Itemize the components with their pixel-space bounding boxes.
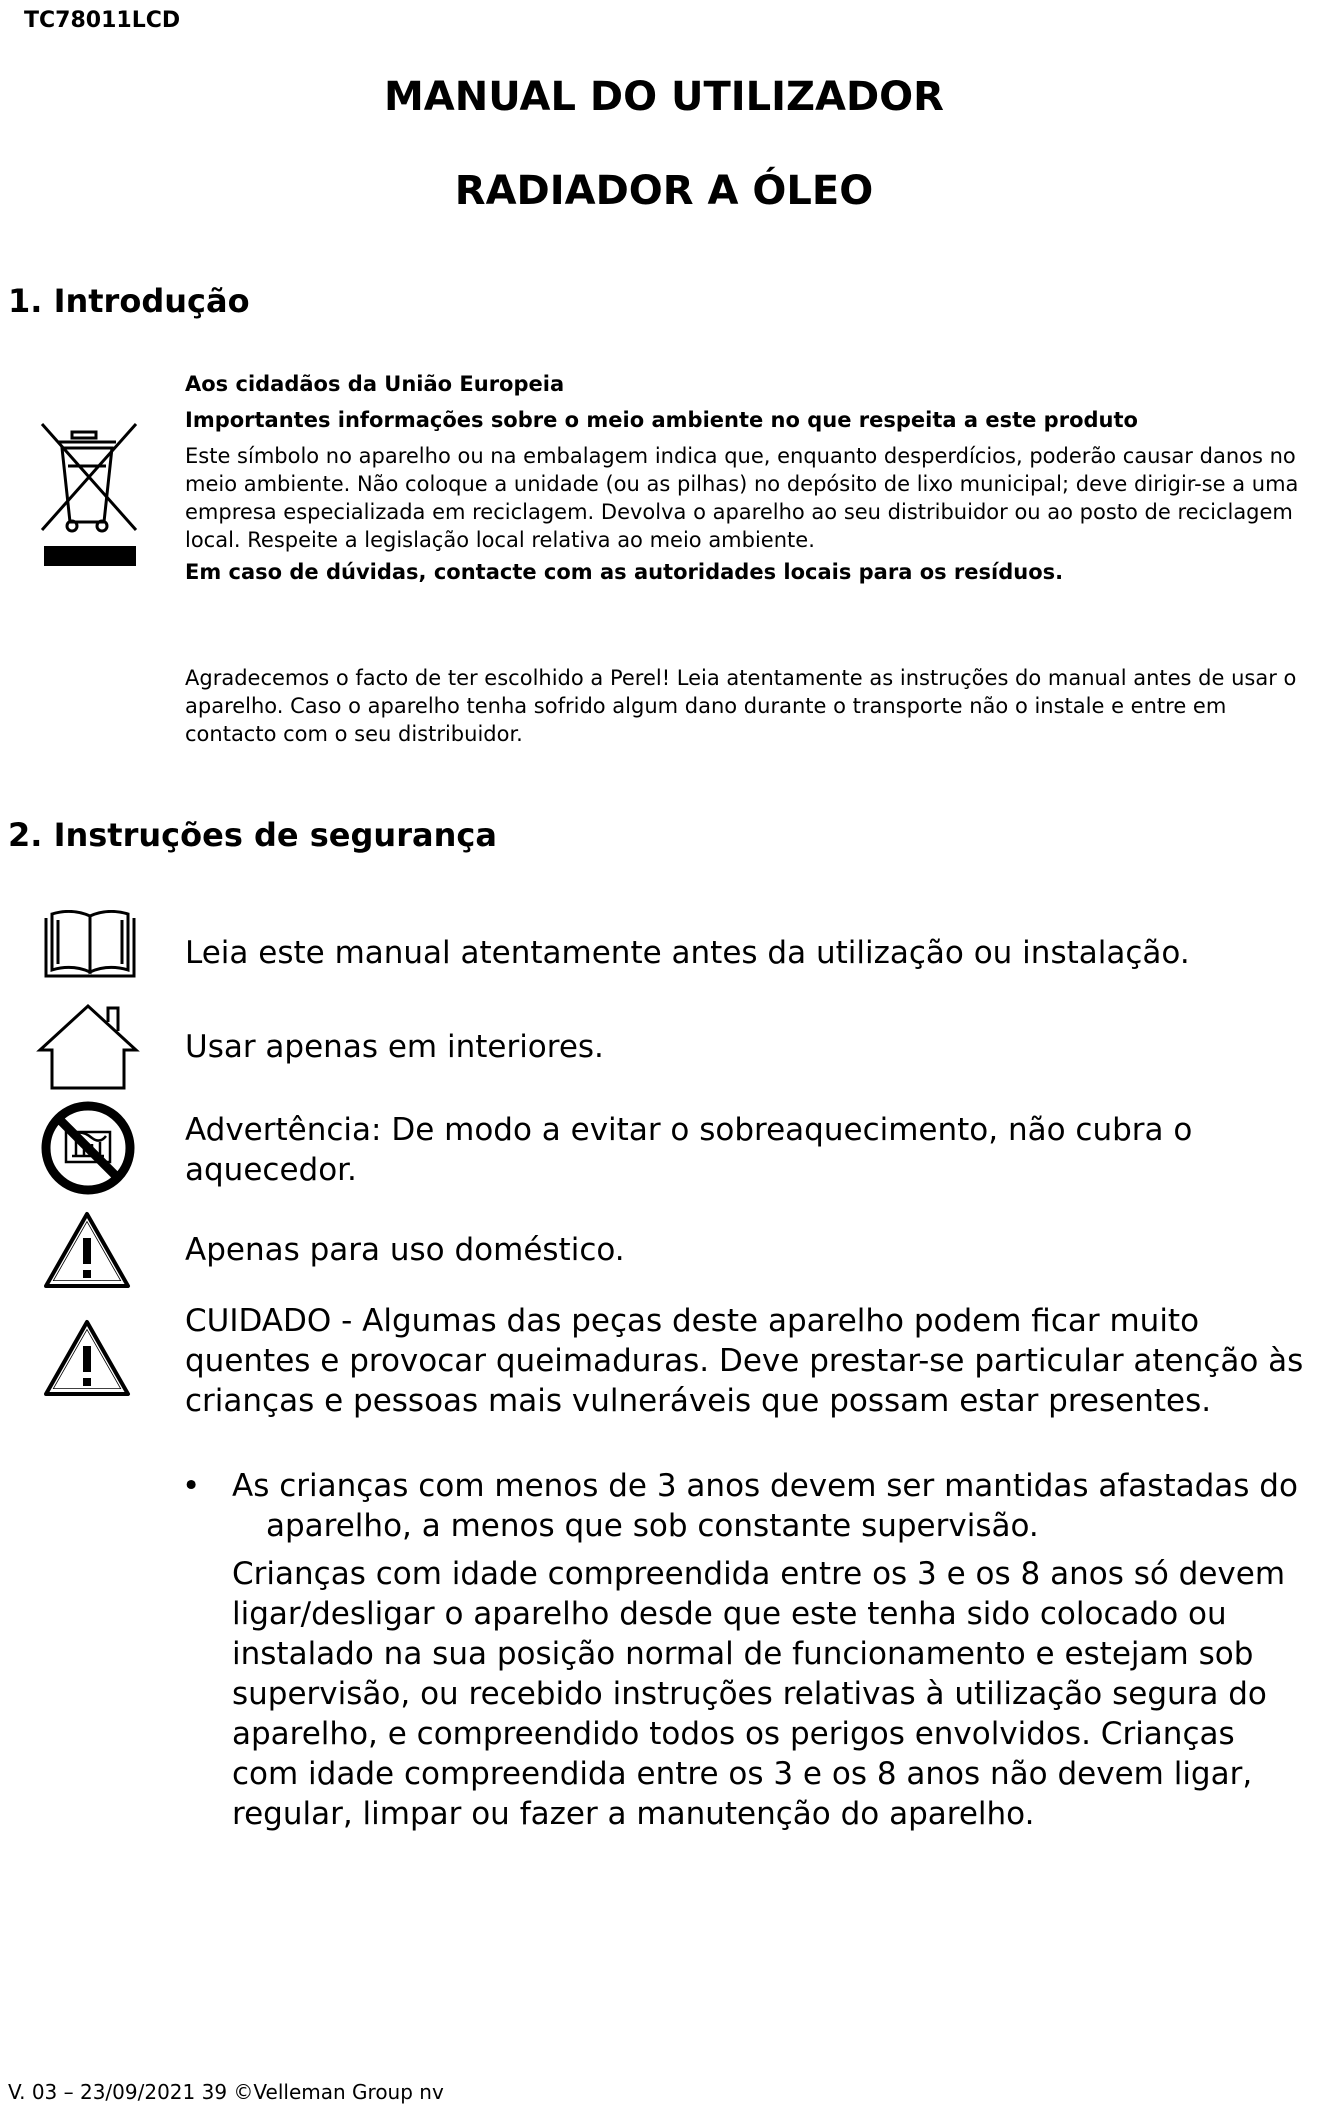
section-heading-safety: 2. Instruções de segurança [8,816,497,854]
children-3-to-8-text: Crianças com idade compreendida entre os 3 e os 8 anos só devem ligar/desligar o aparelho desde que este tenha sido colocado ou instalado na sua posição normal de funcionamento e estejam sob supervisão, ou recebido instruções relativas à utilização segura do aparelho, e compreendido todos os perigos envolvidos. Crianças com idade compreendida entre os 3 e os 8 anos não devem ligar, regular, limpar ou fazer a manutenção do aparelho. [232,1556,1286,1832]
safety-item-indoor-only: Usar apenas em interiores. [185,1029,604,1065]
safety-item-do-not-cover: Advertência: De modo a evitar o sobreaquecimento, não cubra o aquecedor. [185,1112,1193,1188]
model-number: TC78011LCD [24,8,181,33]
eu-body: Este símbolo no aparelho ou na embalagem indica que, enquanto desperdícios, poderão causar danos no meio ambiente. Não coloque a unidade (ou as pilhas) no depósito de lixo municipal; deve dirigir-se a uma empresa especializada em reciclagem. Devolva o aparelho ao seu distribuidor ou ao posto de reciclagem local. Respeite a legislação local relativa ao meio ambiente. [185,444,1299,552]
children-under-3-text: As crianças com menos de 3 anos devem ser mantidas afastadas do aparelho, a menos que sob constante supervisão. [232,1468,1298,1544]
eu-note: Em caso de dúvidas, contacte com as autoridades locais para os resíduos. [185,560,1064,584]
thanks-paragraph: Agradecemos o facto de ter escolhido a Perel! Leia atentamente as instruções do manual antes de usar o aparelho. Caso o aparelho tenha sofrido algum dano durante o transporte não o instale e entre em contacto com o seu distribuidor. [185,666,1297,746]
document-title: MANUAL DO UTILIZADOR [384,74,944,120]
book-icon [40,910,140,984]
no-cover-icon [40,1100,136,1200]
safety-item-hot-parts: CUIDADO - Algumas das peças deste aparelho podem ficar muito quentes e provocar queimaduras. Deve prestar-se particular atenção às crianças e pessoas mais vulneráveis que possam estar presentes. [185,1303,1304,1419]
warning-icon [42,1318,132,1402]
weee-bin-icon [34,418,144,574]
eu-notice [185,370,1305,586]
list-item [182,1466,1307,1834]
house-icon [36,1002,140,1096]
eu-heading: Aos cidadãos da União Europeia [185,372,565,396]
safety-item-read-manual: Leia este manual atentamente antes da utilização ou instalação. [185,935,1190,971]
warning-icon [42,1210,132,1294]
safety-item-domestic-use: Apenas para uso doméstico. [185,1232,625,1268]
document-subtitle: RADIADOR A ÓLEO [454,168,874,214]
section-heading-introduction: 1. Introdução [8,282,250,320]
page-footer: V. 03 – 23/09/2021 39 ©Velleman Group nv [8,2080,444,2104]
bullet-symbol: • [182,1468,201,1504]
eu-subheading: Importantes informações sobre o meio ambiente no que respeita a este produto [185,408,1138,432]
